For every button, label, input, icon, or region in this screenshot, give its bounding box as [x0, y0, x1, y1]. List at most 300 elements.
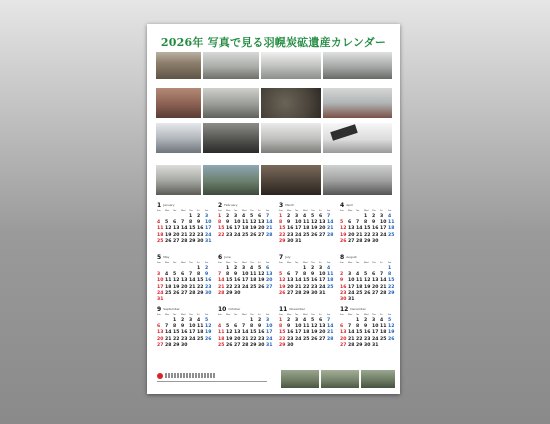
- day-cell: 29: [279, 238, 286, 244]
- day-cell: 22: [197, 284, 204, 290]
- day-cell: 18: [250, 278, 257, 284]
- day-cell: 17: [295, 226, 302, 232]
- day-cell: 8: [388, 272, 392, 278]
- day-cell: 20: [287, 284, 294, 290]
- day-cell: 18: [356, 284, 363, 290]
- day-cell: 4: [356, 272, 360, 278]
- weekday-label: Tue: [356, 210, 360, 212]
- day-cell: 23: [340, 290, 347, 296]
- day-cell: 27: [234, 342, 241, 348]
- day-cell: 3: [348, 272, 352, 278]
- day-cell: 21: [327, 226, 334, 232]
- day-cell: 28: [327, 336, 334, 342]
- day-cell: 27: [266, 284, 273, 290]
- day-cell: 15: [388, 278, 395, 284]
- day-cell: 11: [157, 226, 164, 232]
- day-cell: 12: [388, 324, 395, 330]
- day-cell: 27: [173, 238, 180, 244]
- day-cell: 15: [218, 226, 225, 232]
- day-cell: 13: [348, 226, 355, 232]
- day-cell: 26: [279, 290, 286, 296]
- photo-brick-building: [156, 88, 201, 118]
- weekday-label: Sat: [388, 210, 392, 212]
- day-cell: 23: [234, 284, 241, 290]
- day-cell: 30: [205, 290, 212, 296]
- day-cell: 25: [388, 232, 395, 238]
- day-cell: 31: [319, 290, 326, 296]
- day-cell: 8: [197, 272, 201, 278]
- day-cell: 13: [173, 226, 180, 232]
- photo-crowd-gathering: [261, 88, 321, 118]
- day-cell: 1: [218, 214, 222, 219]
- day-cell: 15: [303, 278, 310, 284]
- day-cell: 11: [303, 220, 310, 226]
- day-cell: 2: [234, 266, 238, 271]
- day-cell: 20: [173, 232, 180, 238]
- day-cell: 23: [181, 336, 188, 342]
- weekday-label: Sat: [388, 314, 392, 316]
- day-cell: 12: [173, 278, 180, 284]
- day-cell: 5: [250, 214, 254, 219]
- day-cell: 16: [226, 226, 233, 232]
- day-cell: 23: [205, 284, 212, 290]
- calendar-month: [218, 202, 274, 250]
- day-cell: 4: [303, 318, 307, 323]
- day-cell: 17: [348, 284, 355, 290]
- day-cell: 1: [303, 266, 307, 271]
- day-cell: 19: [173, 284, 180, 290]
- day-cell: 21: [218, 284, 225, 290]
- day-cell: 5: [311, 214, 315, 219]
- day-cell: 24: [189, 336, 196, 342]
- month-number: 11: [279, 306, 288, 313]
- day-cell: 23: [226, 232, 233, 238]
- day-cell: 13: [372, 278, 379, 284]
- day-cell: 17: [380, 226, 387, 232]
- poster-footer: [157, 370, 393, 392]
- weekday-label: Thu: [250, 210, 254, 212]
- day-cell: 14: [380, 278, 387, 284]
- day-cell: 28: [266, 232, 273, 238]
- fine-print: [157, 381, 267, 382]
- day-cell: 2: [311, 266, 315, 271]
- weekday-label: Fri: [197, 314, 200, 316]
- day-grid: [157, 318, 213, 349]
- day-cell: 11: [165, 278, 172, 284]
- day-cell: 12: [279, 278, 286, 284]
- weekday-label: Fri: [380, 210, 383, 212]
- day-grid: [218, 318, 274, 349]
- day-cell: 12: [364, 278, 371, 284]
- day-cell: 4: [303, 214, 307, 219]
- day-cell: 3: [295, 214, 299, 219]
- weekday-label: Fri: [258, 314, 261, 316]
- day-cell: 30: [181, 342, 188, 348]
- day-cell: 14: [327, 220, 334, 226]
- day-cell: 11: [303, 324, 310, 330]
- day-cell: 10: [319, 272, 326, 278]
- weekday-header: [340, 314, 396, 317]
- weekday-label: Mon: [287, 262, 292, 264]
- weekday-label: Wed: [181, 314, 186, 316]
- day-cell: 13: [258, 220, 265, 226]
- day-cell: 7: [327, 318, 331, 323]
- weekday-label: Tue: [295, 210, 299, 212]
- weekday-label: Tue: [234, 314, 238, 316]
- day-cell: 15: [250, 330, 257, 336]
- photo-workers-group: [203, 123, 259, 153]
- weekday-header: [218, 314, 274, 317]
- day-cell: 29: [197, 290, 204, 296]
- day-cell: 12: [311, 324, 318, 330]
- day-cell: 21: [356, 232, 363, 238]
- weekday-label: Fri: [319, 262, 322, 264]
- day-cell: 30: [287, 342, 294, 348]
- day-cell: 26: [173, 290, 180, 296]
- day-cell: 13: [157, 330, 164, 336]
- day-cell: 15: [189, 226, 196, 232]
- day-cell: 24: [372, 336, 379, 342]
- day-cell: 1: [197, 266, 201, 271]
- weekday-label: Sat: [205, 314, 209, 316]
- weekday-label: Fri: [197, 210, 200, 212]
- weekday-label: Mon: [165, 314, 170, 316]
- day-cell: 7: [295, 272, 299, 278]
- day-cell: 2: [197, 214, 201, 219]
- month-header: [340, 202, 396, 209]
- day-cell: 10: [295, 220, 302, 226]
- calendar-month: [340, 306, 396, 354]
- day-cell: 19: [226, 336, 233, 342]
- weekday-label: Sun: [157, 210, 161, 212]
- day-cell: 5: [226, 324, 230, 330]
- day-cell: 15: [356, 330, 363, 336]
- photo-old-building: [156, 52, 201, 79]
- month-number: 3: [279, 202, 284, 209]
- day-cell: 6: [234, 324, 238, 330]
- month-name: November: [289, 307, 305, 311]
- month-name: April: [346, 203, 354, 207]
- day-cell: 4: [197, 318, 201, 323]
- photo-collage: [156, 52, 392, 220]
- day-cell: 28: [189, 290, 196, 296]
- weekday-label: Wed: [181, 262, 186, 264]
- weekday-label: Fri: [380, 314, 383, 316]
- day-cell: 17: [372, 330, 379, 336]
- weekday-label: Mon: [165, 262, 170, 264]
- day-cell: 20: [266, 278, 273, 284]
- weekday-label: Thu: [311, 210, 315, 212]
- calendar-month: [340, 202, 396, 250]
- weekday-label: Tue: [356, 262, 360, 264]
- day-cell: 11: [388, 220, 395, 226]
- weekday-label: Wed: [303, 262, 308, 264]
- month-header: [340, 254, 396, 261]
- day-cell: 4: [157, 220, 161, 226]
- day-cell: 21: [348, 336, 355, 342]
- calendar-month: [218, 306, 274, 354]
- weekday-label: Thu: [372, 314, 376, 316]
- day-cell: 3: [189, 318, 193, 323]
- day-cell: 19: [250, 226, 257, 232]
- month-header: [157, 306, 213, 313]
- day-cell: 18: [197, 330, 204, 336]
- month-number: 5: [157, 254, 162, 261]
- day-cell: 2: [287, 318, 291, 323]
- weekday-label: Sun: [340, 314, 344, 316]
- day-cell: 15: [279, 330, 286, 336]
- calendar-month: [157, 254, 213, 302]
- weekday-label: Thu: [189, 262, 193, 264]
- weekday-label: Tue: [295, 262, 299, 264]
- weekday-label: Thu: [250, 314, 254, 316]
- day-cell: 3: [266, 318, 270, 323]
- day-cell: 3: [319, 266, 323, 271]
- month-number: 7: [279, 254, 284, 261]
- day-cell: 6: [319, 318, 323, 323]
- weekday-label: Thu: [311, 262, 315, 264]
- month-header: [218, 306, 274, 313]
- day-cell: 25: [197, 336, 204, 342]
- day-cell: 4: [250, 266, 254, 271]
- day-cell: 1: [250, 318, 254, 323]
- photo-valley-view: [323, 52, 392, 79]
- day-cell: 26: [165, 238, 172, 244]
- day-cell: 10: [372, 324, 379, 330]
- photo-snowy-slope: [323, 165, 392, 195]
- day-cell: 29: [226, 290, 233, 296]
- day-cell: 6: [157, 324, 161, 330]
- day-cell: 26: [250, 232, 257, 238]
- day-cell: 26: [340, 238, 347, 244]
- publisher-logo: [157, 373, 163, 379]
- day-cell: 19: [205, 330, 212, 336]
- day-cell: 18: [327, 278, 334, 284]
- publisher-name-text: [165, 373, 215, 378]
- day-cell: 16: [234, 278, 241, 284]
- weekday-label: Tue: [234, 262, 238, 264]
- day-cell: 19: [279, 284, 286, 290]
- weekday-label: Mon: [348, 262, 353, 264]
- day-cell: 5: [258, 266, 262, 271]
- day-grid: [157, 266, 213, 303]
- day-cell: 2: [205, 266, 209, 271]
- day-cell: 12: [340, 226, 347, 232]
- month-number: 2: [218, 202, 223, 209]
- weekday-label: Fri: [197, 262, 200, 264]
- month-name: February: [224, 203, 238, 207]
- weekday-label: Tue: [295, 314, 299, 316]
- weekday-header: [218, 262, 274, 265]
- day-cell: 10: [189, 324, 196, 330]
- day-cell: 22: [250, 336, 257, 342]
- weekday-label: Sat: [327, 210, 331, 212]
- day-cell: 22: [279, 232, 286, 238]
- day-cell: 22: [303, 284, 310, 290]
- day-cell: 22: [218, 232, 225, 238]
- weekday-header: [218, 210, 274, 213]
- weekday-label: Sun: [157, 262, 161, 264]
- day-cell: 20: [319, 226, 326, 232]
- weekday-label: Mon: [226, 262, 231, 264]
- weekday-label: Mon: [287, 210, 292, 212]
- day-cell: 3: [295, 318, 299, 323]
- day-cell: 29: [356, 342, 363, 348]
- calendar-month: [218, 254, 274, 302]
- day-cell: 12: [311, 220, 318, 226]
- day-cell: 24: [319, 284, 326, 290]
- month-number: 9: [157, 306, 162, 313]
- day-cell: 17: [295, 330, 302, 336]
- aerial-photo-1: [281, 370, 319, 388]
- day-cell: 31: [372, 342, 379, 348]
- aerial-photo-3: [361, 370, 395, 388]
- calendar-month: [157, 202, 213, 250]
- day-cell: 20: [234, 336, 241, 342]
- calendar-grid: [157, 202, 393, 362]
- day-cell: 5: [165, 220, 169, 226]
- day-grid: [157, 214, 213, 245]
- day-cell: 22: [226, 284, 233, 290]
- month-name: December: [350, 307, 366, 311]
- day-cell: 10: [242, 272, 249, 278]
- day-cell: 24: [380, 232, 387, 238]
- day-cell: 4: [218, 324, 222, 330]
- day-grid: [279, 318, 335, 349]
- day-cell: 5: [311, 318, 315, 323]
- day-cell: 3: [157, 272, 161, 278]
- day-cell: 9: [197, 220, 201, 226]
- month-number: 4: [340, 202, 345, 209]
- day-cell: 23: [311, 284, 318, 290]
- day-cell: 18: [388, 226, 395, 232]
- day-cell: 3: [372, 318, 376, 323]
- day-cell: 30: [340, 297, 347, 303]
- day-cell: 13: [340, 330, 347, 336]
- day-cell: 6: [340, 324, 344, 330]
- weekday-label: Sat: [266, 210, 270, 212]
- day-cell: 9: [340, 278, 344, 284]
- photo-factory-complex: [156, 165, 201, 195]
- weekday-header: [340, 262, 396, 265]
- day-cell: 7: [348, 324, 352, 330]
- day-cell: 28: [295, 290, 302, 296]
- weekday-label: Fri: [258, 210, 261, 212]
- day-cell: 13: [319, 220, 326, 226]
- month-name: January: [163, 203, 175, 207]
- day-cell: 14: [165, 330, 172, 336]
- day-cell: 11: [242, 220, 249, 226]
- month-number: 12: [340, 306, 349, 313]
- day-grid: [279, 266, 335, 297]
- weekday-label: Tue: [173, 210, 177, 212]
- day-cell: 5: [340, 220, 344, 226]
- photo-machinery: [261, 165, 321, 195]
- day-cell: 31: [205, 238, 212, 244]
- day-cell: 15: [173, 330, 180, 336]
- day-cell: 16: [311, 278, 318, 284]
- day-cell: 30: [258, 342, 265, 348]
- day-cell: 27: [181, 290, 188, 296]
- day-cell: 27: [340, 342, 347, 348]
- day-cell: 29: [250, 342, 257, 348]
- month-header: [218, 254, 274, 261]
- day-cell: 6: [287, 272, 291, 278]
- day-cell: 25: [303, 232, 310, 238]
- day-cell: 24: [157, 290, 164, 296]
- month-name: June: [224, 255, 231, 259]
- month-name: May: [163, 255, 170, 259]
- day-cell: 13: [266, 272, 273, 278]
- day-cell: 25: [303, 336, 310, 342]
- day-cell: 8: [218, 220, 222, 226]
- day-cell: 8: [356, 324, 360, 330]
- day-cell: 21: [189, 284, 196, 290]
- day-cell: 11: [250, 272, 257, 278]
- day-cell: 7: [218, 272, 222, 278]
- day-cell: 8: [364, 220, 368, 226]
- calendar-month: [279, 306, 335, 354]
- day-cell: 14: [189, 278, 196, 284]
- day-cell: 8: [303, 272, 307, 278]
- photo-coal-facility: [203, 165, 259, 195]
- day-cell: 24: [205, 232, 212, 238]
- day-cell: 24: [295, 336, 302, 342]
- day-cell: 20: [340, 336, 347, 342]
- day-cell: 8: [279, 220, 283, 226]
- day-cell: 29: [388, 290, 395, 296]
- day-cell: 9: [287, 220, 291, 226]
- day-cell: 28: [380, 290, 387, 296]
- day-cell: 30: [364, 342, 371, 348]
- weekday-label: Fri: [319, 210, 322, 212]
- day-cell: 8: [250, 324, 254, 330]
- day-cell: 17: [205, 226, 212, 232]
- day-cell: 2: [364, 318, 368, 323]
- day-cell: 15: [279, 226, 286, 232]
- day-cell: 10: [234, 220, 241, 226]
- day-cell: 6: [348, 220, 352, 226]
- day-cell: 14: [348, 330, 355, 336]
- day-grid: [340, 214, 396, 245]
- weekday-label: Tue: [173, 314, 177, 316]
- weekday-label: Mon: [226, 210, 231, 212]
- weekday-label: Thu: [311, 314, 315, 316]
- weekday-label: Sat: [205, 262, 209, 264]
- day-cell: 22: [364, 232, 371, 238]
- day-grid: [218, 214, 274, 239]
- day-cell: 24: [234, 232, 241, 238]
- day-cell: 13: [181, 278, 188, 284]
- day-cell: 24: [295, 232, 302, 238]
- month-number: 6: [218, 254, 223, 261]
- day-cell: 4: [380, 318, 384, 323]
- day-cell: 18: [218, 336, 225, 342]
- weekday-header: [157, 262, 213, 265]
- day-cell: 28: [356, 238, 363, 244]
- day-cell: 25: [250, 284, 257, 290]
- day-cell: 20: [348, 232, 355, 238]
- day-cell: 22: [189, 232, 196, 238]
- weekday-header: [157, 314, 213, 317]
- weekday-label: Sat: [205, 210, 209, 212]
- day-cell: 16: [205, 278, 212, 284]
- weekday-label: Tue: [173, 262, 177, 264]
- weekday-header: [279, 314, 335, 317]
- day-cell: 14: [356, 226, 363, 232]
- day-cell: 17: [157, 284, 164, 290]
- day-cell: 31: [348, 297, 355, 303]
